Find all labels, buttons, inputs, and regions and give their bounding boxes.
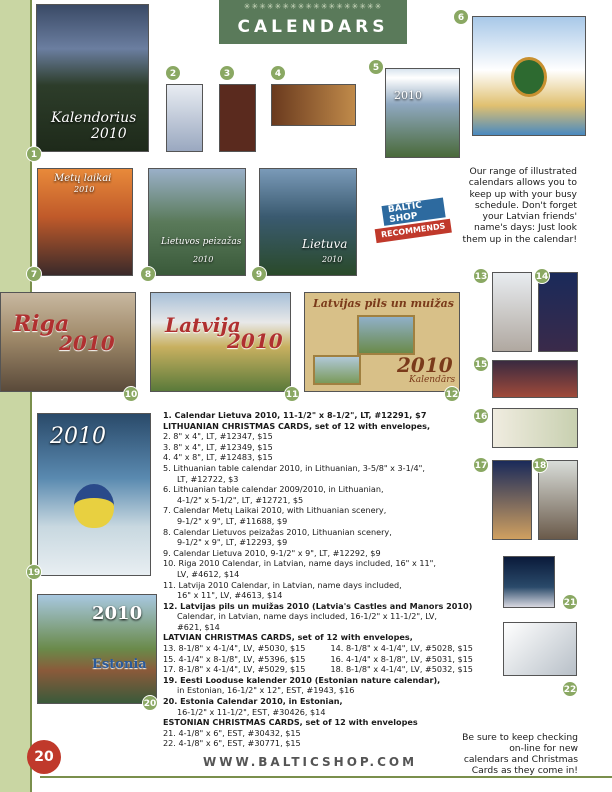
product-image-9-year: 2010 <box>322 255 343 264</box>
list-heading: ESTONIAN CHRISTMAS CARDS, set of 12 with envelopes <box>163 717 418 728</box>
product-image-2[interactable] <box>166 84 203 152</box>
product-image-12-photo-2 <box>313 355 361 385</box>
product-image-3[interactable] <box>219 84 256 152</box>
badge-num-3: 3 <box>219 65 235 81</box>
product-image-13[interactable] <box>492 272 532 352</box>
product-image-19[interactable] <box>37 413 151 576</box>
list-item: 14. 8-1/8" x 4-1/4", LV, #5028, $15 <box>330 643 473 654</box>
list-item: 22. 4-1/8" x 6", EST, #30771, $15 <box>163 738 301 749</box>
list-item: 1. Calendar Lietuva 2010, 11-1/2" x 8-1/2", LT, #12291, $7 <box>163 410 427 420</box>
badge-num-15: 15 <box>473 356 489 372</box>
product-image-9-title: Lietuva <box>302 237 348 251</box>
badge-num-7: 7 <box>26 266 42 282</box>
list-pair <box>163 664 498 675</box>
product-image-4[interactable] <box>271 84 356 126</box>
product-image-12[interactable] <box>304 292 460 392</box>
badge-num-6: 6 <box>453 9 469 25</box>
badge-brand-line2: SHOP <box>388 211 419 226</box>
product-image-8-title: Lietuvos peizažas <box>161 237 242 247</box>
list-item: 19. Eesti Looduse kalender 2010 (Estonian nature calendar), <box>163 674 441 685</box>
product-image-11[interactable] <box>150 292 291 392</box>
product-image-7-title: Metų laikai <box>54 173 112 184</box>
badge-num-11: 11 <box>284 386 300 402</box>
list-item: 9. Calendar Lietuva 2010, 9-1/2" x 9", LT, #12292, $9 <box>163 547 381 558</box>
product-image-1-title: Kalendorius <box>51 110 137 126</box>
product-image-11-year: 2010 <box>227 329 283 353</box>
list-item: LV, #4612, $14 <box>177 568 240 579</box>
list-item: 5. Lithuanian table calendar 2010, in Lithuanian, 3-5/8" x 3-1/4", <box>163 462 425 473</box>
intro-text: Our range of illustrated calendars allows you to keep up with your busy schedule. Don't forget your Latvian friends' name's days: Just look them up in the calendar! <box>462 166 577 245</box>
product-image-7[interactable] <box>37 168 133 276</box>
section-header <box>219 0 407 44</box>
product-image-12-sub: Kalendārs <box>409 375 456 385</box>
badge-num-9: 9 <box>251 266 267 282</box>
list-item: 9-1/2" x 9", LT, #12293, $9 <box>177 537 288 548</box>
product-image-8[interactable] <box>148 168 246 276</box>
list-item: 15. 4-1/4" x 8-1/8", LV, #5396, $15 <box>163 653 306 664</box>
product-image-12-title: Latvijas pils un muižas <box>313 297 454 310</box>
list-item: 18. 8-1/8" x 4-1/4", LV, #5032, $15 <box>330 664 473 675</box>
list-item: LT, #12722, $3 <box>177 473 239 484</box>
product-image-9[interactable] <box>259 168 357 276</box>
product-image-16[interactable] <box>492 408 578 448</box>
product-image-20-year: 2010 <box>92 603 143 624</box>
footnote-text: Be sure to keep checking on-line for new calendars and Christmas Cards as they come in! <box>462 732 578 776</box>
product-image-8-year: 2010 <box>193 255 214 264</box>
list-item: 11. Latvija 2010 Calendar, in Latvian, name days included, <box>163 579 402 590</box>
list-item: 4. 4" x 8", LT, #12483, $15 <box>163 452 273 463</box>
badge-num-20: 20 <box>142 695 158 711</box>
badge-num-22: 22 <box>562 681 578 697</box>
list-item: 16" x 11", LV, #4613, $14 <box>177 590 283 601</box>
left-sidebar <box>0 0 30 792</box>
badge-num-5: 5 <box>368 59 384 75</box>
product-image-12-year: 2010 <box>397 353 453 377</box>
footer-url[interactable]: WWW.BALTICSHOP.COM <box>202 755 418 769</box>
list-item: 12. Latvijas pils un muižas 2010 (Latvia's Castles and Manors 2010) <box>163 600 473 611</box>
badge-num-17: 17 <box>473 457 489 473</box>
list-item: 13. 8-1/8" x 4-1/4", LV, #5030, $15 <box>163 643 306 654</box>
product-image-1-year: 2010 <box>91 126 127 142</box>
badge-num-12: 12 <box>444 386 460 402</box>
badge-num-8: 8 <box>140 266 156 282</box>
product-image-5[interactable] <box>385 68 460 158</box>
list-item: 4-1/2" x 5-1/2", LT, #12721, $5 <box>177 494 304 505</box>
product-image-10[interactable] <box>0 292 136 392</box>
list-item: Calendar, in Latvian, name days included, 16-1/2" x 11-1/2", LV, <box>177 611 437 622</box>
product-image-1[interactable] <box>36 4 149 152</box>
list-item: 10. Riga 2010 Calendar, in Latvian, name days included, 16" x 11", <box>163 558 436 569</box>
balticshop-recommends-badge <box>369 193 455 252</box>
product-image-20-title: Estonia <box>92 657 147 672</box>
header-ornament: ✳✳✳✳✳✳✳✳✳✳✳✳✳✳✳✳✳✳ <box>243 2 383 11</box>
product-image-7-year: 2010 <box>74 185 95 194</box>
list-item: 17. 8-1/8" x 4-1/4", LV, #5029, $15 <box>163 664 306 675</box>
sidebar-rule <box>30 0 32 792</box>
badge-num-21: 21 <box>562 594 578 610</box>
product-image-17[interactable] <box>492 460 532 540</box>
product-image-12-photo-1 <box>357 315 415 355</box>
badge-num-18: 18 <box>532 457 548 473</box>
list-item: 9-1/2" x 9", LT, #11688, $9 <box>177 515 288 526</box>
list-item: 3. 8" x 4", LT, #12349, $15 <box>163 441 273 452</box>
list-item: 7. Calendar Metų Laikai 2010, with Lithuanian scenery, <box>163 505 387 516</box>
badge-num-4: 4 <box>270 65 286 81</box>
list-item: 20. Estonia Calendar 2010, in Estonian, <box>163 696 343 707</box>
badge-num-13: 13 <box>473 268 489 284</box>
list-item: #621, $14 <box>177 621 220 632</box>
product-list <box>163 410 498 749</box>
product-image-5-year: 2010 <box>394 89 422 102</box>
coat-of-arms-icon <box>511 57 547 97</box>
product-image-6[interactable] <box>472 16 586 136</box>
list-pair <box>163 654 498 665</box>
list-item: 16-1/2" x 11-1/2", EST, #30426, $14 <box>177 706 326 717</box>
badge-num-2: 2 <box>165 65 181 81</box>
badge-num-14: 14 <box>534 268 550 284</box>
list-heading: LATVIAN CHRISTMAS CARDS, set of 12 with envelopes, <box>163 632 413 643</box>
bird-icon <box>74 484 114 528</box>
badge-num-1: 1 <box>26 146 42 162</box>
footer-rule <box>40 776 612 778</box>
product-image-21[interactable] <box>503 556 555 608</box>
list-item: 21. 4-1/8" x 6", EST, #30432, $15 <box>163 727 301 738</box>
product-image-11-title: Latvija <box>165 313 241 337</box>
badge-num-16: 16 <box>473 408 489 424</box>
badge-num-10: 10 <box>123 386 139 402</box>
list-item: 16. 4-1/4" x 8-1/8", LV, #5031, $15 <box>330 653 473 664</box>
list-heading: LITHUANIAN CHRISTMAS CARDS, set of 12 with envelopes, <box>163 420 431 431</box>
list-pair <box>163 643 498 654</box>
product-image-20[interactable] <box>37 594 157 704</box>
page-number: 20 <box>27 740 61 774</box>
product-image-15[interactable] <box>492 360 578 398</box>
badge-recommends: RECOMMENDS <box>375 219 452 243</box>
badge-brand-line1: BALTIC <box>387 200 423 216</box>
page-title: CALENDARS <box>237 17 389 37</box>
list-item: 6. Lithuanian table calendar 2009/2010, in Lithuanian, <box>163 484 384 495</box>
badge-num-19: 19 <box>26 564 42 580</box>
product-image-10-year: 2010 <box>59 331 115 355</box>
list-item: 2. 8" x 4", LT, #12347, $15 <box>163 431 273 442</box>
product-image-10-title: Riga <box>13 311 70 337</box>
list-item: in Estonian, 16-1/2" x 12", EST, #1943, $16 <box>177 685 355 696</box>
product-image-19-year: 2010 <box>50 424 106 449</box>
list-item: 8. Calendar Lietuvos peizažas 2010, Lithuanian scenery, <box>163 526 392 537</box>
product-image-22[interactable] <box>503 622 577 676</box>
